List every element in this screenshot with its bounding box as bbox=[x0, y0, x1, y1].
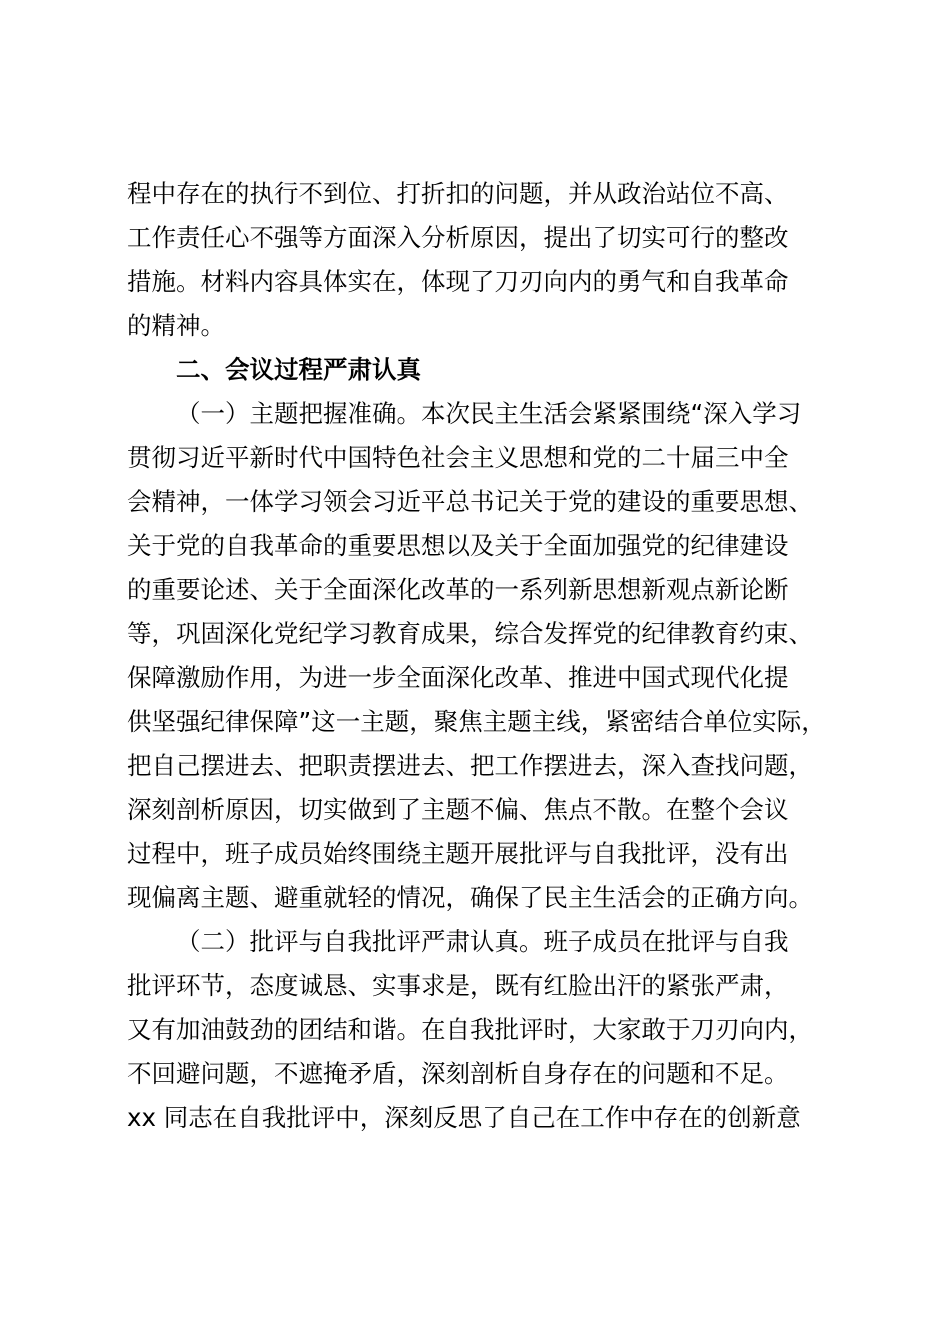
paragraph-line: 深刻剖析原因，切实做到了主题不偏、焦点不散。在整个会议 bbox=[127, 795, 789, 824]
paragraph-line: 的重要论述、关于全面深化改革的一系列新思想新观点新论断 bbox=[127, 575, 789, 604]
paragraph-line: 现偏离主题、避重就轻的情况，确保了民主生活会的正确方向。 bbox=[127, 883, 813, 912]
paragraph-line: 措施。材料内容具体实在，体现了刀刃向内的勇气和自我革命 bbox=[127, 267, 789, 296]
paragraph-line: 会精神，一体学习领会习近平总书记关于党的建设的重要思想、 bbox=[127, 487, 813, 516]
paragraph-line: 批评环节，态度诚恳、实事求是，既有红脸出汗的紧张严肃， bbox=[127, 971, 789, 1000]
paragraph-line: 关于党的自我革命的重要思想以及关于全面加强党的纪律建设 bbox=[127, 531, 789, 560]
paragraph-line: 又有加油鼓劲的团结和谐。在自我批评时，大家敢于刀刃向内， bbox=[127, 1015, 813, 1044]
paragraph-line: 保障激励作用，为进一步全面深化改革、推进中国式现代化提 bbox=[127, 663, 789, 692]
paragraph-line: 供坚强纪律保障”这一主题，聚焦主题主线，紧密结合单位实际， bbox=[127, 707, 826, 736]
paragraph-line: 的精神。 bbox=[127, 311, 225, 340]
paragraph-line: 贯彻习近平新时代中国特色社会主义思想和党的二十届三中全 bbox=[127, 443, 789, 472]
paragraph-line: 把自己摆进去、把职责摆进去、把工作摆进去，深入查找问题， bbox=[127, 751, 813, 780]
paragraph-line: 程中存在的执行不到位、打折扣的问题，并从政治站位不高、 bbox=[127, 179, 789, 208]
paragraph-line: 过程中，班子成员始终围绕主题开展批评与自我批评，没有出 bbox=[127, 839, 789, 868]
paragraph-line: 不回避问题，不遮掩矛盾，深刻剖析自身存在的问题和不足。 bbox=[127, 1059, 789, 1088]
document-body bbox=[127, 172, 835, 1140]
section-heading: 二、会议过程严肃认真 bbox=[176, 355, 421, 384]
paragraph-line: xx 同志在自我批评中，深刻反思了自己在工作中存在的创新意 bbox=[127, 1103, 801, 1132]
paragraph-line: （二）批评与自我批评严肃认真。班子成员在批评与自我 bbox=[176, 927, 789, 956]
paragraph-line: （一）主题把握准确。本次民主生活会紧紧围绕“深入学习 bbox=[176, 399, 802, 428]
paragraph-line: 等，巩固深化党纪学习教育成果，综合发挥党的纪律教育约束、 bbox=[127, 619, 813, 648]
paragraph-line: 工作责任心不强等方面深入分析原因，提出了切实可行的整改 bbox=[127, 223, 789, 252]
